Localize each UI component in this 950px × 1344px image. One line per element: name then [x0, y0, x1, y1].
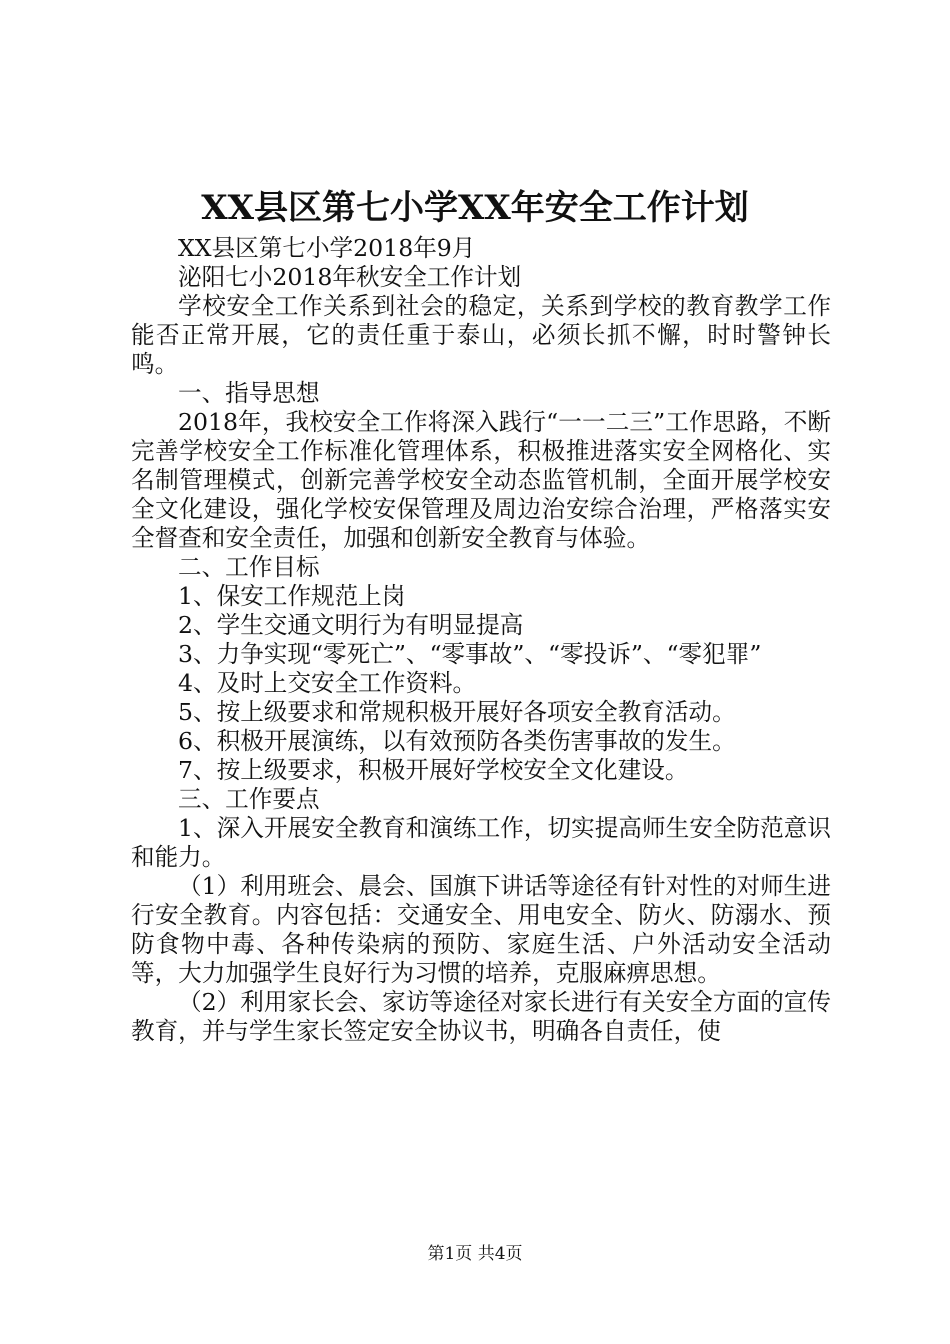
work-point-1: 1、深入开展安全教育和演练工作，切实提高师生安全防范意识和能力。	[131, 814, 831, 871]
goal-item-7: 7、按上级要求，积极开展好学校安全文化建设。	[178, 756, 689, 784]
document-body	[131, 234, 831, 1046]
document-title: XX县区第七小学XX年安全工作计划	[201, 188, 749, 228]
page-footer: 第1页 共4页	[427, 1244, 523, 1264]
goal-item-3: 3、力争实现“零死亡”、“零事故”、“零投诉”、“零犯罪”	[178, 640, 762, 668]
work-point-1-sub-2: （2）利用家长会、家访等途径对家长进行有关安全方面的宣传教育，并与学生家长签定安全协议书，明确各自责任，使	[131, 988, 831, 1045]
paragraph-school-date: XX县区第七小学2018年9月	[178, 234, 476, 262]
section-heading-guiding-thought: 一、指导思想	[178, 379, 320, 407]
goal-item-2: 2、学生交通文明行为有明显提高	[178, 611, 524, 639]
section-heading-work-goals: 二、工作目标	[178, 553, 320, 581]
goal-item-1: 1、保安工作规范上岗	[178, 582, 406, 610]
goal-item-4: 4、及时上交安全工作资料。	[178, 669, 477, 697]
work-point-1-sub-1: （1）利用班会、晨会、国旗下讲话等途径有针对性的对师生进行安全教育。内容包括：交通安全、用电安全、防火、防溺水、预防食物中毒、各种传染病的预防、家庭生活、户外活动安全活动等，大力加强学生良好行为习惯的培养，克服麻痹思想。	[131, 872, 831, 987]
paragraph-plan-name: 泌阳七小2018年秋安全工作计划	[178, 263, 522, 291]
goal-item-6: 6、积极开展演练，以有效预防各类伤害事故的发生。	[178, 727, 736, 755]
paragraph-intro: 学校安全工作关系到社会的稳定，关系到学校的教育教学工作能否正常开展，它的责任重于泰山，必须长抓不懈，时时警钟长鸣。	[131, 292, 831, 378]
goal-item-5: 5、按上级要求和常规积极开展好各项安全教育活动。	[178, 698, 736, 726]
paragraph-guiding-thought: 2018年，我校安全工作将深入践行“一一二三”工作思路，不断完善学校安全工作标准化管理体系，积极推进落实安全网格化、实名制管理模式，创新完善学校安全动态监管机制，全面开展学校安全文化建设，强化学校安保管理及周边治安综合治理，严格落实安全督查和安全责任，加强和创新安全教育与体验。	[131, 408, 831, 552]
section-heading-work-points: 三、工作要点	[178, 785, 320, 813]
